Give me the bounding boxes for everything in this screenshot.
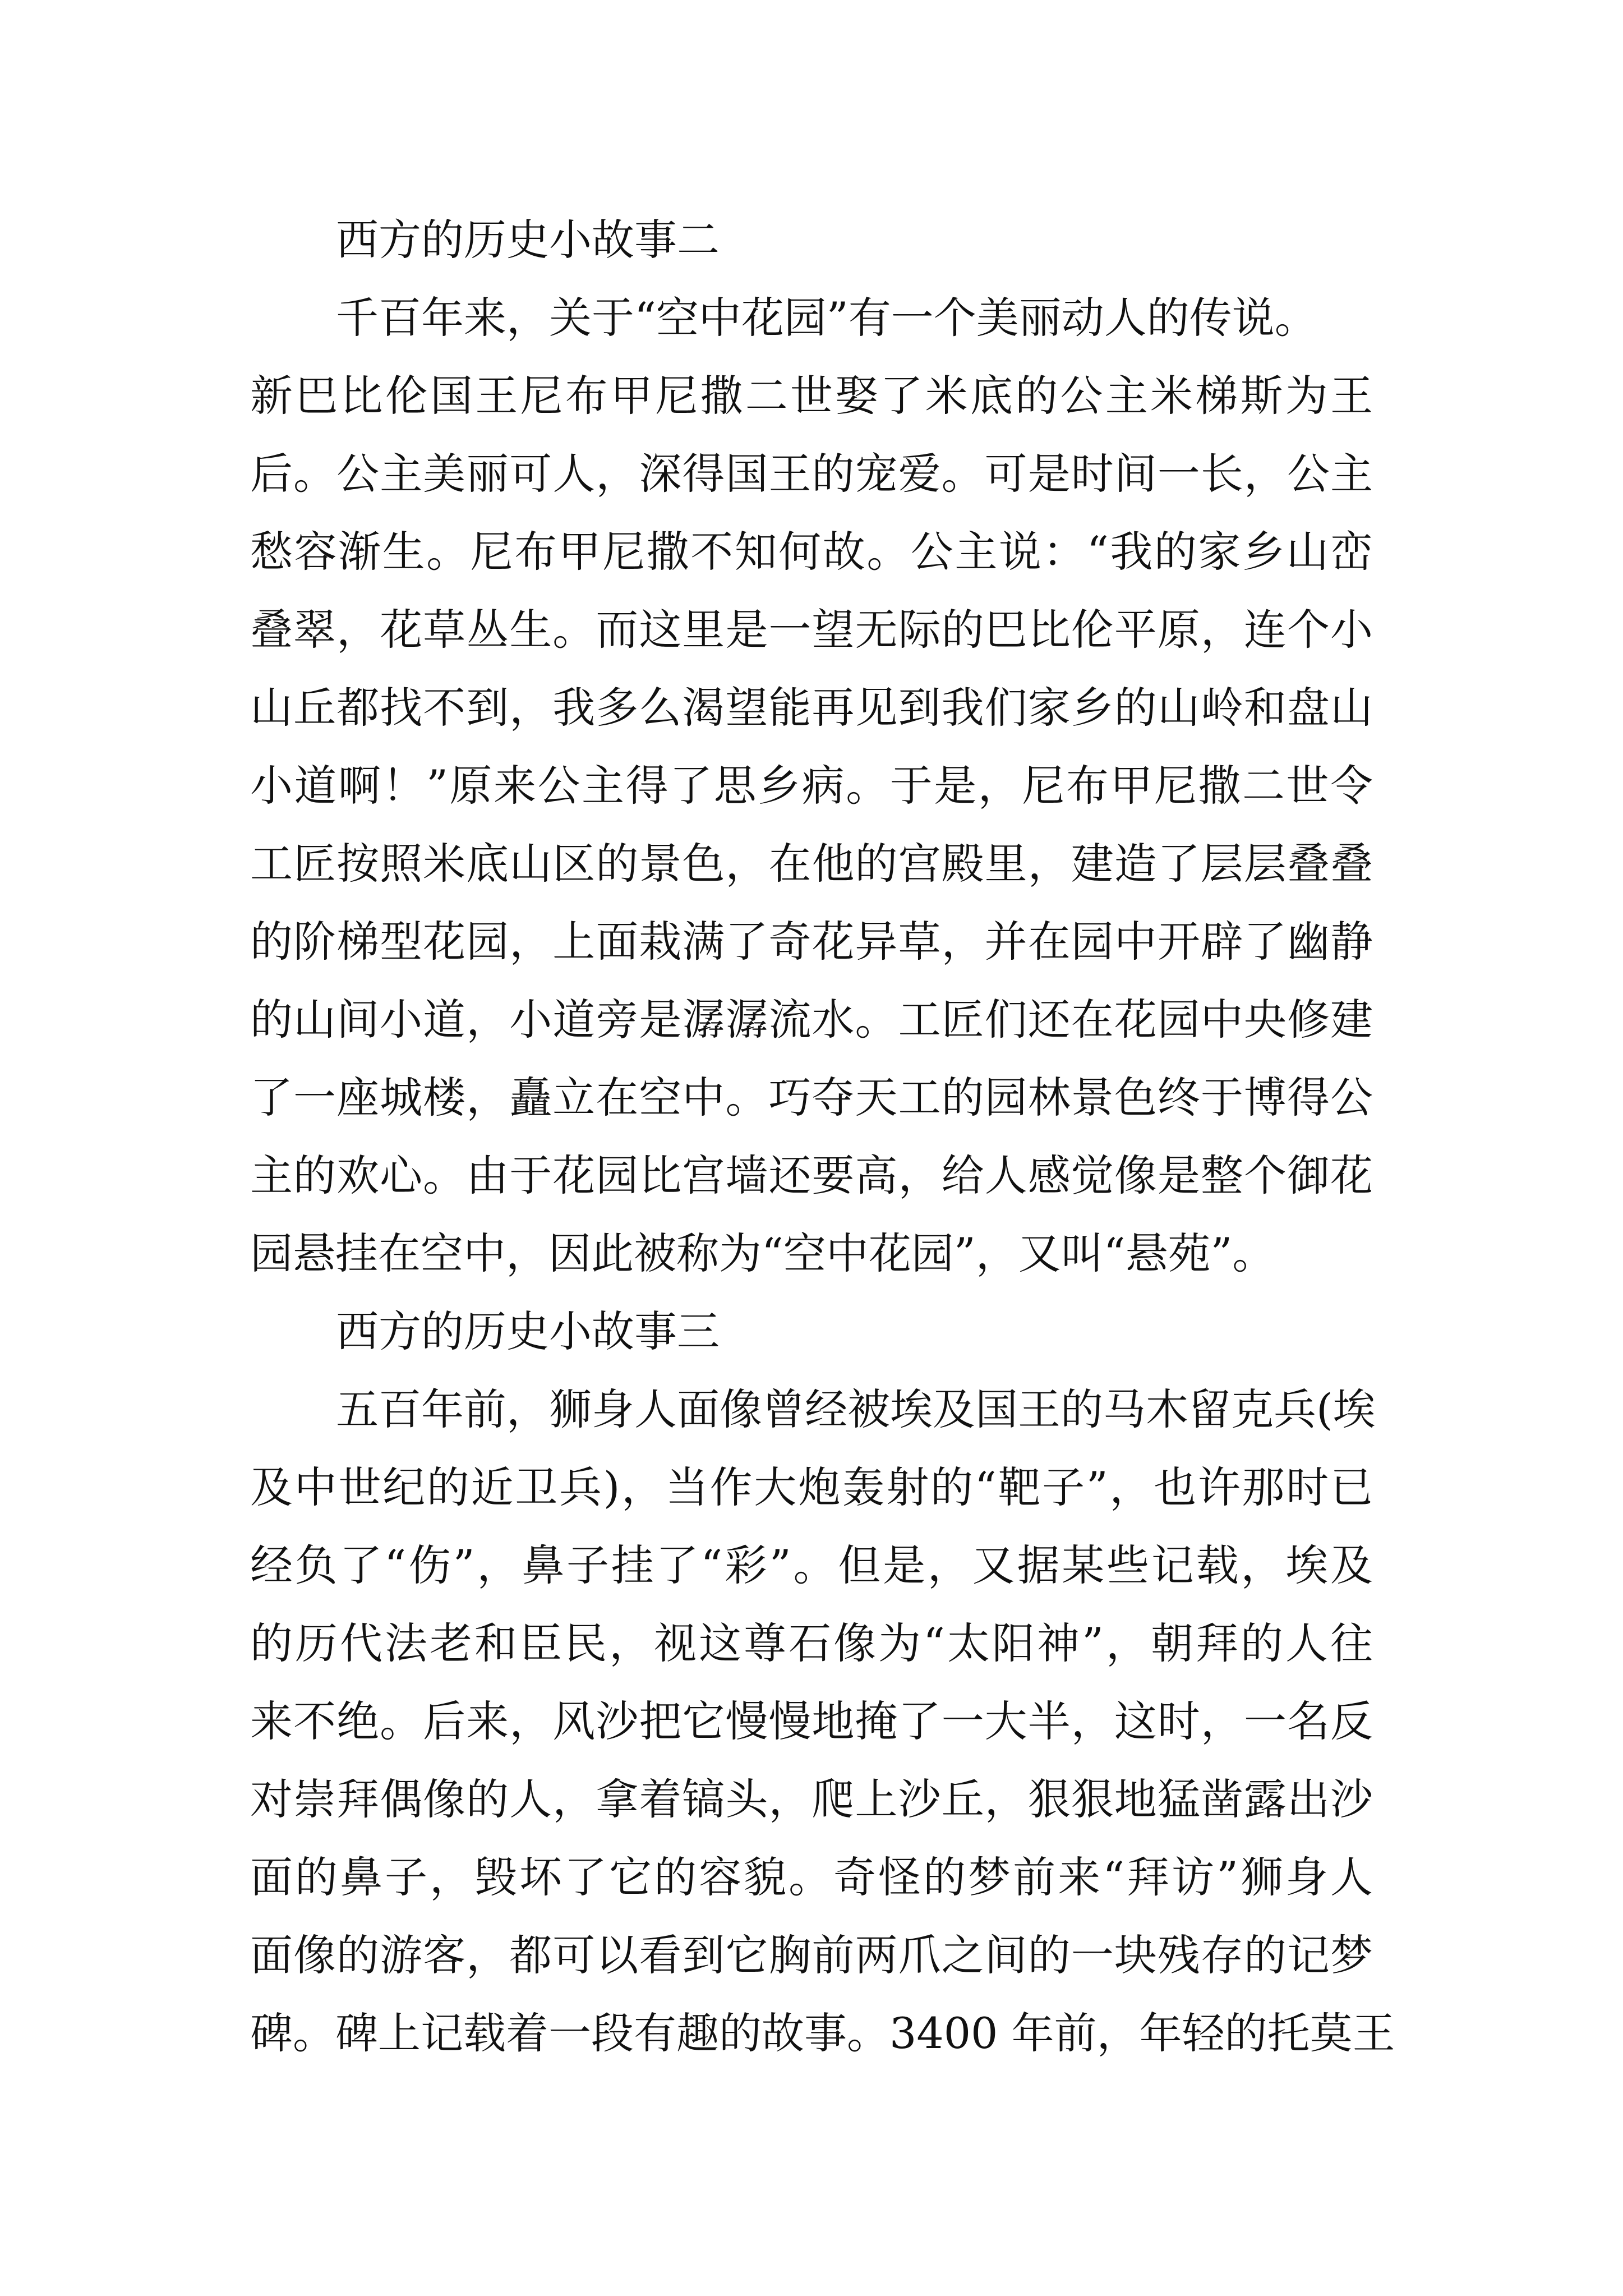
- paragraph-line: 小道啊！”原来公主得了思乡病。于是，尼布甲尼撒二世令: [250, 761, 1373, 811]
- paragraph-line: 的阶梯型花园，上面栽满了奇花异草，并在园中开辟了幽静: [250, 917, 1373, 967]
- document-body: [250, 201, 1395, 2072]
- paragraph-line: 五百年前，狮身人面像曾经被埃及国王的马木留克兵(埃: [336, 1384, 1376, 1434]
- section-heading: 西方的历史小故事三: [336, 1306, 720, 1356]
- paragraph-line: 的山间小道，小道旁是潺潺流水。工匠们还在花园中央修建: [250, 995, 1373, 1045]
- paragraph-line: 新巴比伦国王尼布甲尼撒二世娶了米底的公主米梯斯为王: [250, 371, 1373, 421]
- paragraph-line: 了一座城楼，矗立在空中。巧夺天工的园林景色终于博得公: [250, 1073, 1373, 1122]
- paragraph-line: 叠翠，花草丛生。而这里是一望无际的巴比伦平原，连个小: [250, 605, 1373, 655]
- paragraph-line: 愁容渐生。尼布甲尼撒不知何故。公主说：“我的家乡山峦: [250, 527, 1373, 577]
- section-heading: 西方的历史小故事二: [336, 215, 720, 265]
- paragraph-line: 园悬挂在空中，因此被称为“空中花园”，又叫“悬苑”。: [250, 1228, 1275, 1278]
- paragraph-line: 及中世纪的近卫兵)，当作大炮轰射的“靶子”，也许那时已: [250, 1462, 1373, 1512]
- paragraph-line: 工匠按照米底山区的景色，在他的宫殿里，建造了层层叠叠: [250, 839, 1373, 889]
- paragraph-line: 碑。碑上记载着一段有趣的故事。3400 年前，年轻的托莫王: [250, 2008, 1395, 2058]
- paragraph-line: 来不绝。后来，风沙把它慢慢地掩了一大半，这时，一名反: [250, 1696, 1373, 1746]
- paragraph-line: 经负了“伤”，鼻子挂了“彩”。但是，又据某些记载，埃及: [250, 1540, 1373, 1590]
- paragraph-line: 后。公主美丽可人，深得国王的宠爱。可是时间一长，公主: [250, 449, 1373, 499]
- paragraph-line: 面像的游客，都可以看到它胸前两爪之间的一块残存的记梦: [250, 1930, 1373, 1980]
- paragraph-line: 的历代法老和臣民，视这尊石像为“太阳神”，朝拜的人往: [250, 1618, 1373, 1668]
- paragraph-line: 主的欢心。由于花园比宫墙还要高，给人感觉像是整个御花: [250, 1151, 1373, 1200]
- paragraph-line: 对崇拜偶像的人，拿着镐头，爬上沙丘，狠狠地猛凿露出沙: [250, 1774, 1373, 1824]
- paragraph-line: 山丘都找不到，我多么渴望能再见到我们家乡的山岭和盘山: [250, 683, 1373, 733]
- paragraph-line: 面的鼻子，毁坏了它的容貌。奇怪的梦前来“拜访”狮身人: [250, 1852, 1373, 1902]
- paragraph-line: 千百年来，关于“空中花园”有一个美丽动人的传说。: [336, 293, 1317, 343]
